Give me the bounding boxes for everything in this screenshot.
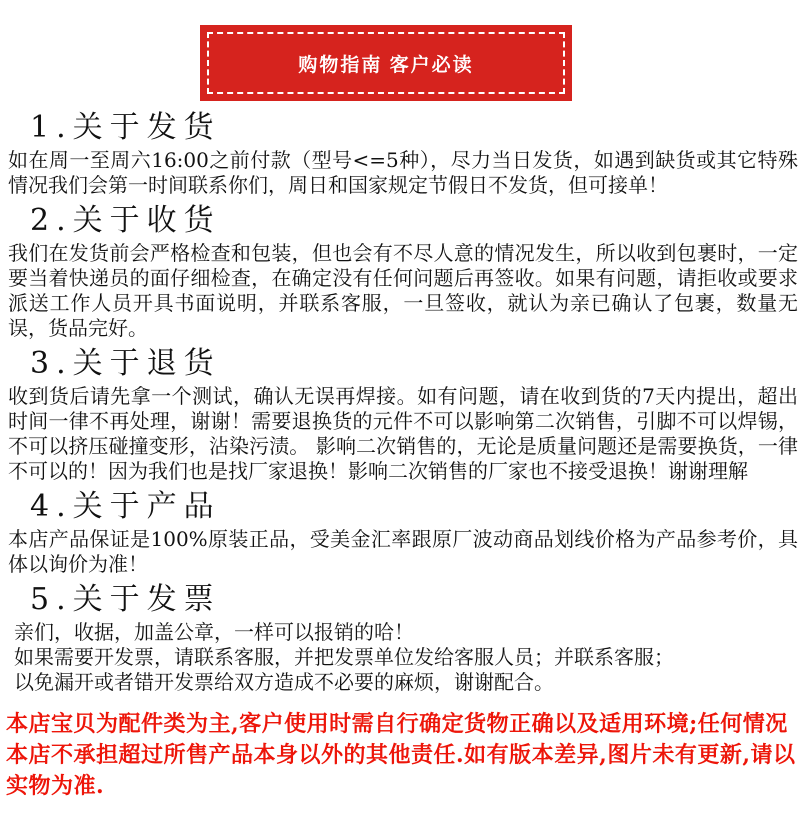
section-shipping-heading: 1.关于发货 [30,110,221,145]
section-returns [0,345,800,484]
section-receiving [0,202,800,341]
banner [200,25,572,101]
section-invoice [0,581,800,695]
footer-note: 本店宝贝为配件类为主,客户使用时需自行确定货物正确以及适用环境;任何情况本店不承担超过所售产品本身以外的其他责任.如有版本差异,图片未有更新,请以实物为准. [6,711,796,799]
banner-title: 购物指南 客户必读 [298,54,474,76]
section-returns-body: 收到货后请先拿一个测试，确认无误再焊接。如有问题，请在收到货的7天内提出，超出时间一律不再处理，谢谢！需要退换货的元件不可以影响第二次销售，引脚不可以焊锡，不可以挤压碰撞变形，沾染污渍。 影响二次销售的，无论是质量问题还是需要换货，一律不可以的！因为我们也是找厂家退换！影响二次销售的厂家也不接受退换！谢谢理解 [8,384,798,483]
section-product-heading: 4.关于产品 [30,489,221,524]
section-product-body: 本店产品保证是100%原装正品，受美金汇率跟原厂波动商品划线价格为产品参考价，具体以询价为准！ [8,527,798,576]
section-shipping [0,109,800,198]
section-invoice-line: 以免漏开或者错开发票给双方造成不必要的麻烦，谢谢配合。 [14,670,554,694]
section-shipping-body: 如在周一至周六16:00之前付款（型号<=5种），尽力当日发货，如遇到缺货或其它特殊情况我们会第一时间联系你们，周日和国家规定节假日不发货，但可接单！ [8,148,798,197]
section-invoice-heading: 5.关于发票 [30,582,221,617]
banner-dashed-border [207,32,565,94]
section-receiving-body: 我们在发货前会严格检查和包装，但也会有不尽人意的情况发生，所以收到包裹时，一定要当着快递员的面仔细检查，在确定没有任何问题后再签收。如果有问题，请拒收或要求派送工作人员开具书面说明，并联系客服，一旦签收，就认为亲已确认了包裹，数量无误，货品完好。 [8,241,798,340]
section-product [0,488,800,577]
section-invoice-line: 亲们，收据，加盖公章，一样可以报销的哈！ [14,620,414,644]
section-receiving-heading: 2.关于收货 [30,203,221,238]
section-invoice-line: 如果需要开发票，请联系客服，并把发票单位发给客服人员；并联系客服； [14,645,674,669]
shopping-guide-page [0,25,800,802]
section-returns-heading: 3.关于退货 [30,346,221,381]
